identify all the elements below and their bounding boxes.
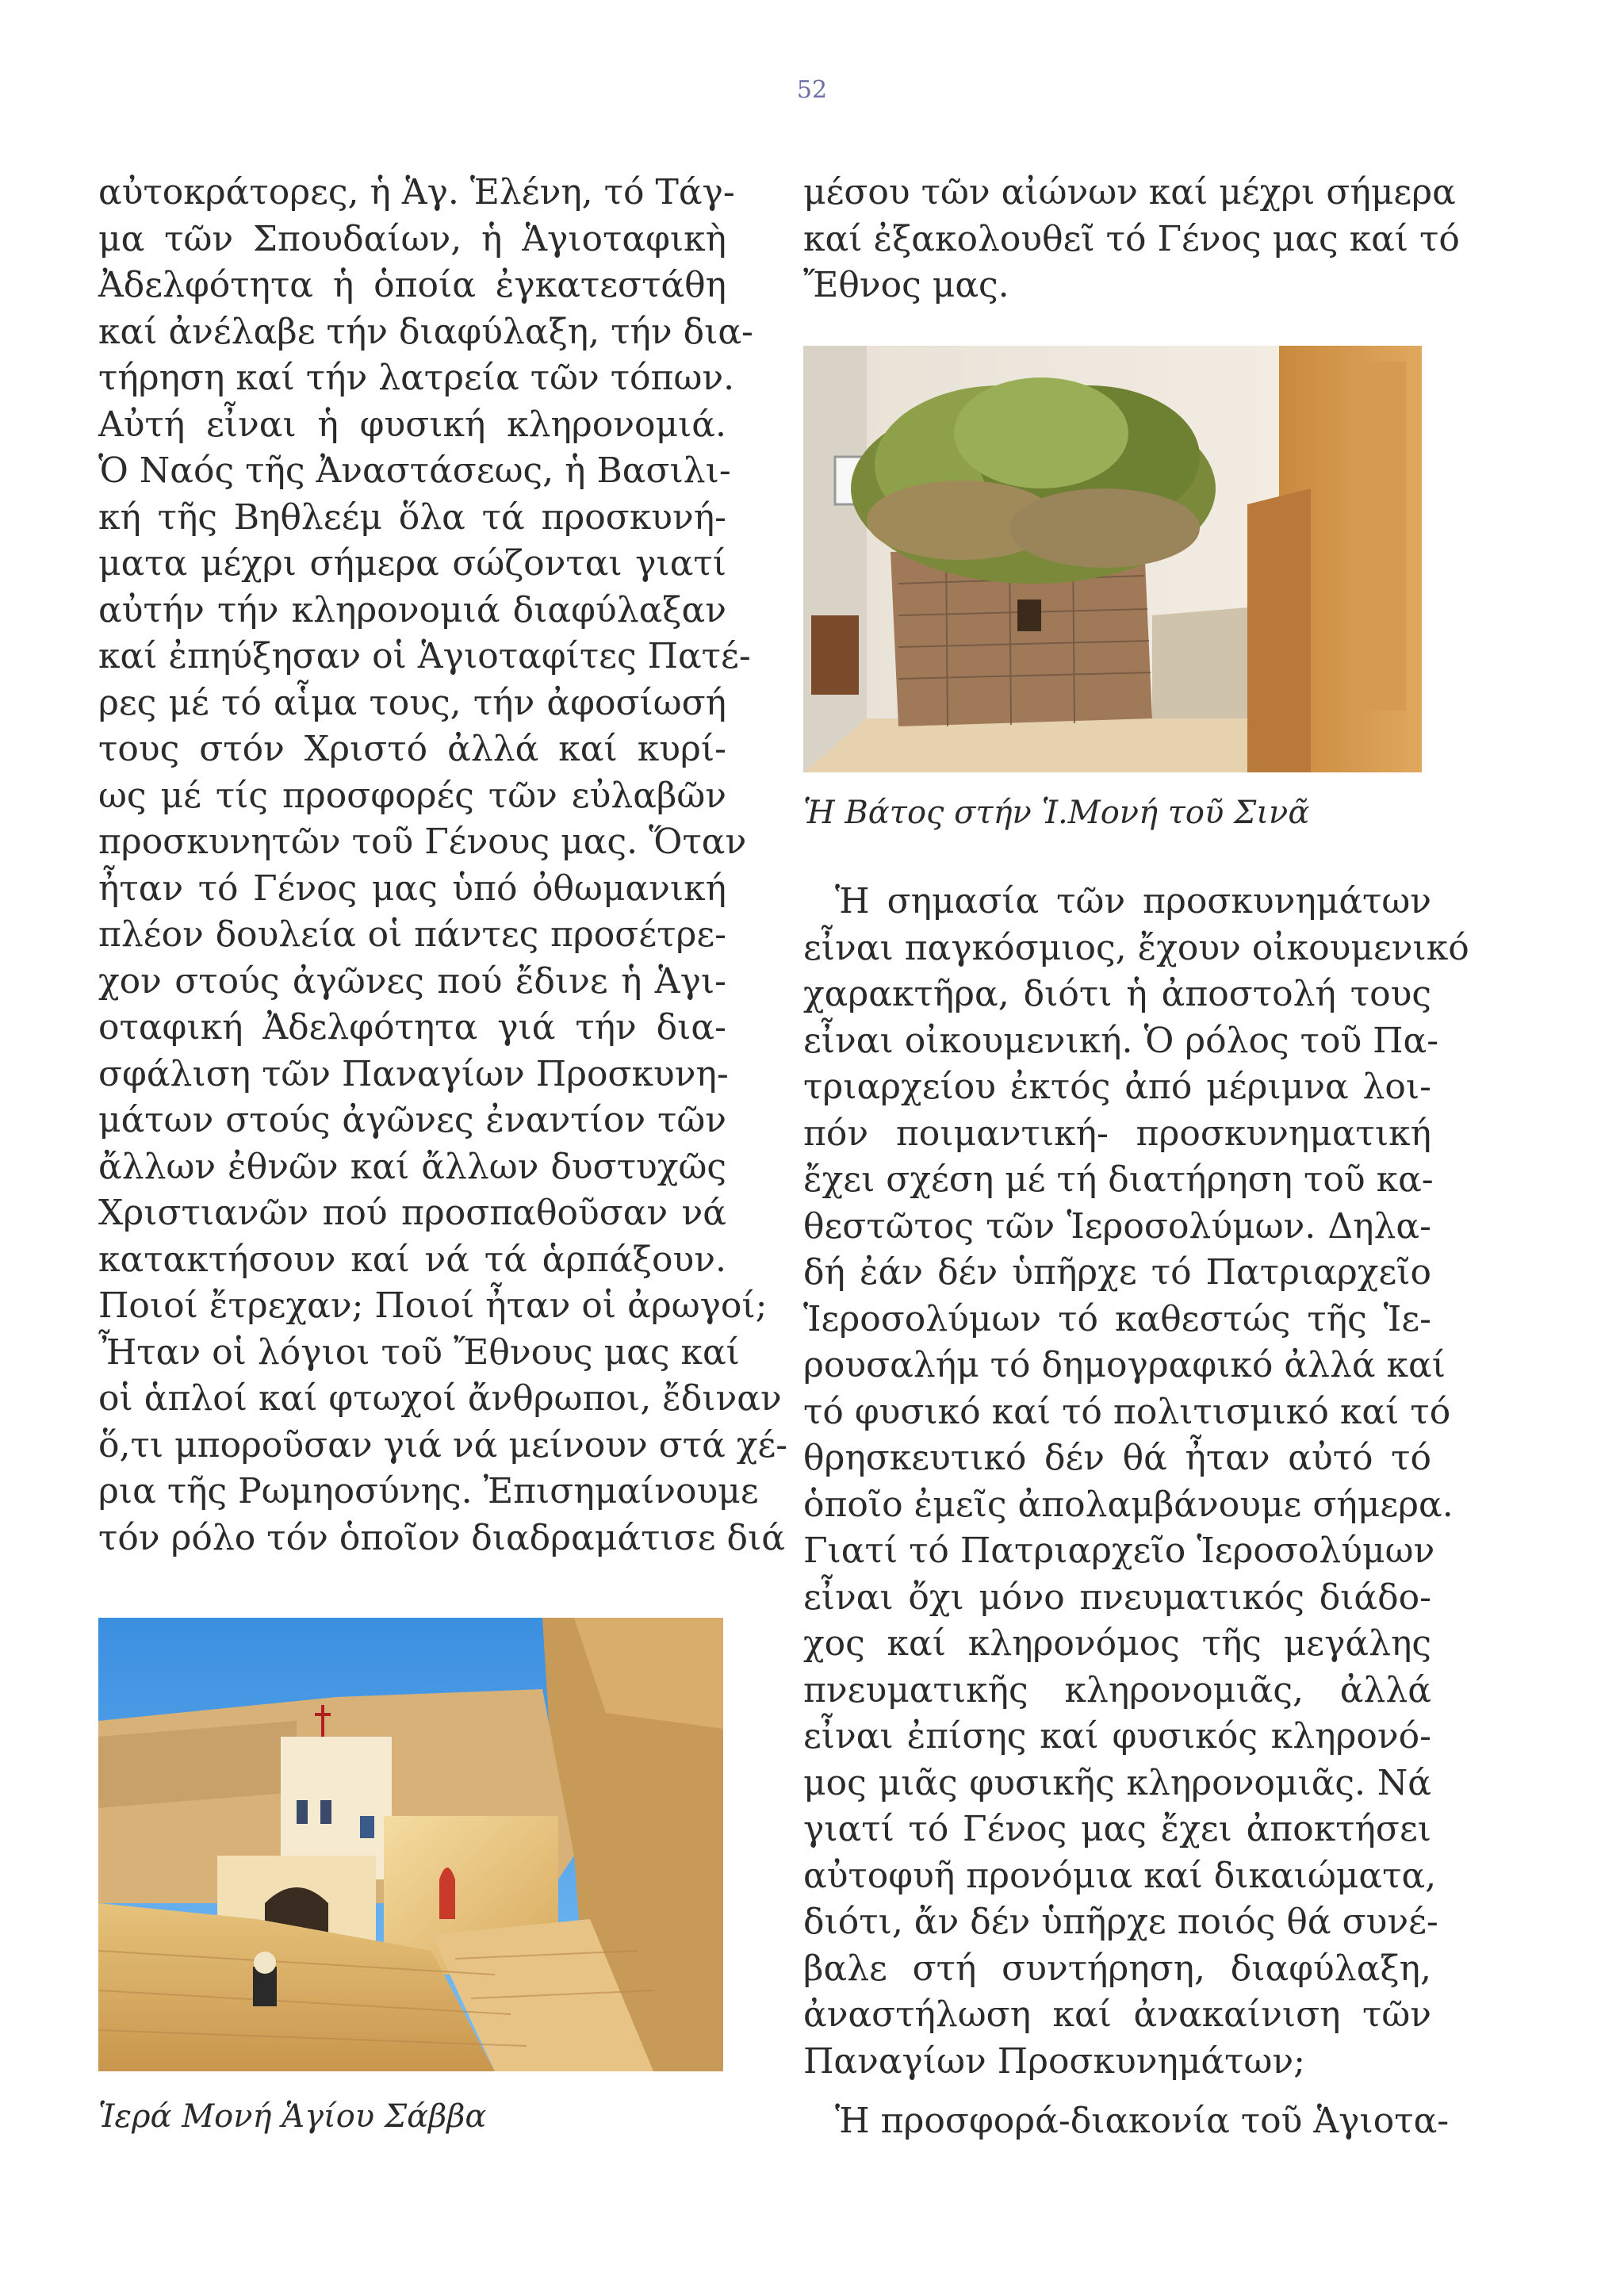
text-line: ρια τῆς Ρωμηοσύνης. Ἐπισημαίνουμε bbox=[98, 1471, 759, 1511]
text-line: καί ἐπηύξησαν οἱ Ἁγιοταφίτες Πατέ- bbox=[98, 636, 751, 676]
right-column-intro bbox=[803, 170, 1460, 309]
text-line: ἔχει σχέση μέ τή διατήρηση τοῦ κα- bbox=[803, 1159, 1434, 1200]
text-line: μέσου τῶν αἰώνων καί μέχρι σήμερα bbox=[803, 172, 1456, 213]
text-line: Ὁ Ναός τῆς Ἀναστάσεως, ἡ Βασιλι- bbox=[98, 450, 731, 491]
text-line: γιατί τό Γένος μας ἔχει ἀποκτήσει bbox=[803, 1809, 1431, 1849]
text-line: τριαρχείου ἐκτός ἀπό μέριμνα λοι- bbox=[803, 1067, 1431, 1107]
photo-burning-bush bbox=[803, 346, 1422, 772]
text-line: ως μέ τίς προσφορές τῶν εὐλαβῶν bbox=[98, 775, 726, 816]
text-line: ματα μέχρι σήμερα σώζονται γιατί bbox=[98, 543, 726, 584]
text-line: κή τῆς Βηθλεέμ ὅλα τά προσκυνή- bbox=[98, 496, 726, 538]
text-line: Γιατί τό Πατριαρχεῖο Ἱεροσολύμων bbox=[803, 1531, 1435, 1571]
text-line: χαρακτῆρα, διότι ἡ ἀποστολή τους bbox=[803, 974, 1431, 1014]
text-line: εἶναι ἐπίσης καί φυσικός κληρονό- bbox=[803, 1716, 1431, 1757]
text-line: μος μιᾶς φυσικῆς κληρονομιᾶς. Νά bbox=[803, 1762, 1431, 1803]
text-line: εἶναι οἰκουμενική. Ὁ ρόλος τοῦ Πα- bbox=[803, 1020, 1439, 1061]
text-line: εἶναι ὄχι μόνο πνευματικός διάδο- bbox=[803, 1576, 1431, 1618]
text-line: ὁποῖο ἐμεῖς ἀπολαμβάνουμε σήμερα. bbox=[803, 1484, 1454, 1525]
caption-saint-sabbas: Ἱερά Μονή Ἁγίου Σάββα bbox=[98, 2098, 487, 2135]
text-line: Αὐτή εἶναι ἡ φυσική κληρονομιά. bbox=[98, 404, 726, 445]
text-line: ρες μέ τό αἷμα τους, τήν ἀφοσίωσή bbox=[98, 682, 726, 723]
text-line: τόν ρόλο τόν ὁποῖον διαδραμάτισε διά bbox=[98, 1517, 785, 1558]
text-line: πλέον δουλεία οἱ πάντες προσέτρε- bbox=[98, 914, 726, 955]
text-line: Παναγίων Προσκυνημάτων; bbox=[803, 2040, 1305, 2082]
text-line: μάτων στούς ἀγῶνες ἐναντίον τῶν bbox=[98, 1100, 726, 1140]
text-line: Ἀδελφότητα ἡ ὁποία ἐγκατεστάθη bbox=[98, 265, 726, 305]
final-line: Ἡ προσφορά-διακονία τοῦ Ἁγιοτα- bbox=[835, 2101, 1450, 2141]
text-line: προσκυνητῶν τοῦ Γένους μας. Ὅταν bbox=[98, 822, 747, 862]
text-line: αὐτήν τήν κληρονομιά διαφύλαξαν bbox=[98, 589, 726, 630]
text-line: τους στόν Χριστό ἀλλά καί κυρί- bbox=[98, 729, 726, 769]
text-line: Ἡ σημασία τῶν προσκυνημάτων bbox=[835, 881, 1431, 921]
text-line: Ἔθνος μας. bbox=[803, 265, 1009, 305]
text-line: χος καί κληρονόμος τῆς μεγάλης bbox=[803, 1623, 1431, 1664]
text-line: Ποιοί ἔτρεχαν; Ποιοί ἦταν οἱ ἀρωγοί; bbox=[98, 1285, 768, 1326]
caption-burning-bush: Ἡ Βάτος στήν Ἱ.Μονή τοῦ Σινᾶ bbox=[803, 795, 1310, 831]
text-line: ἄλλων ἐθνῶν καί ἄλλων δυστυχῶς bbox=[98, 1146, 726, 1187]
text-line: ὅ,τι μποροῦσαν γιά νά μείνουν στά χέ- bbox=[98, 1424, 788, 1465]
text-line: ἀναστήλωση καί ἀνακαίνιση τῶν bbox=[803, 1994, 1431, 2035]
text-line: θεστῶτος τῶν Ἱεροσολύμων. Δηλα- bbox=[803, 1205, 1431, 1247]
photo-saint-sabbas-monastery bbox=[98, 1618, 723, 2071]
text-line: δή ἐάν δέν ὑπῆρχε τό Πατριαρχεῖο bbox=[803, 1252, 1431, 1293]
text-line: χον στούς ἀγῶνες πού ἔδινε ἡ Ἁγι- bbox=[98, 960, 726, 1002]
page-number: 52 bbox=[796, 76, 828, 104]
left-column-text bbox=[98, 170, 788, 1561]
text-line: ἦταν τό Γένος μας ὑπό ὀθωμανική bbox=[98, 868, 726, 909]
text-line: θρησκευτικό δέν θά ἦταν αὐτό τό bbox=[803, 1438, 1431, 1478]
text-line: καί ἀνέλαβε τήν διαφύλαξη, τήν δια- bbox=[98, 311, 753, 352]
text-line: Ἦταν οἱ λόγιοι τοῦ Ἔθνους μας καί bbox=[98, 1331, 740, 1373]
right-column-final-line bbox=[803, 2098, 1450, 2145]
right-column-body bbox=[803, 879, 1469, 2085]
text-line: Ἱεροσολύμων τό καθεστώς τῆς Ἱε- bbox=[803, 1298, 1431, 1339]
text-line: ρουσαλήμ τό δημογραφικό ἀλλά καί bbox=[803, 1345, 1446, 1385]
text-line: σφάλιση τῶν Παναγίων Προσκυνη- bbox=[98, 1053, 729, 1094]
text-line: μα τῶν Σπουδαίων, ἡ Ἁγιοταφικὴ bbox=[98, 218, 726, 259]
text-line: βαλε στή συντήρηση, διαφύλαξη, bbox=[803, 1948, 1431, 1989]
text-line: οταφική Ἀδελφότητα γιά τήν δια- bbox=[98, 1007, 726, 1048]
text-line: κατακτήσουν καί νά τά ἁρπάξουν. bbox=[98, 1239, 726, 1280]
text-line: αὐτοφυῆ προνόμια καί δικαιώματα, bbox=[803, 1855, 1437, 1896]
text-line: οἱ ἁπλοί καί φτωχοί ἄνθρωποι, ἔδιναν bbox=[98, 1378, 782, 1419]
text-line: αὐτοκράτορες, ἡ Ἁγ. Ἑλένη, τό Τάγ- bbox=[98, 172, 735, 213]
text-line: εἶναι παγκόσμιος, ἔχουν οἰκουμενικό bbox=[803, 927, 1469, 968]
text-line: πνευματικῆς κληρονομιᾶς, ἀλλά bbox=[803, 1669, 1431, 1711]
text-line: καί ἐξακολουθεῖ τό Γένος μας καί τό bbox=[803, 218, 1460, 259]
text-line: διότι, ἄν δέν ὑπῆρχε ποιός θά συνέ- bbox=[803, 1902, 1438, 1942]
text-line: τό φυσικό καί τό πολιτισμικό καί τό bbox=[803, 1391, 1451, 1432]
text-line: Χριστιανῶν πού προσπαθοῦσαν νά bbox=[98, 1193, 726, 1233]
text-line: τήρηση καί τήν λατρεία τῶν τόπων. bbox=[98, 358, 735, 398]
text-line: πόν ποιμαντική- προσκυνηματική bbox=[803, 1113, 1431, 1154]
